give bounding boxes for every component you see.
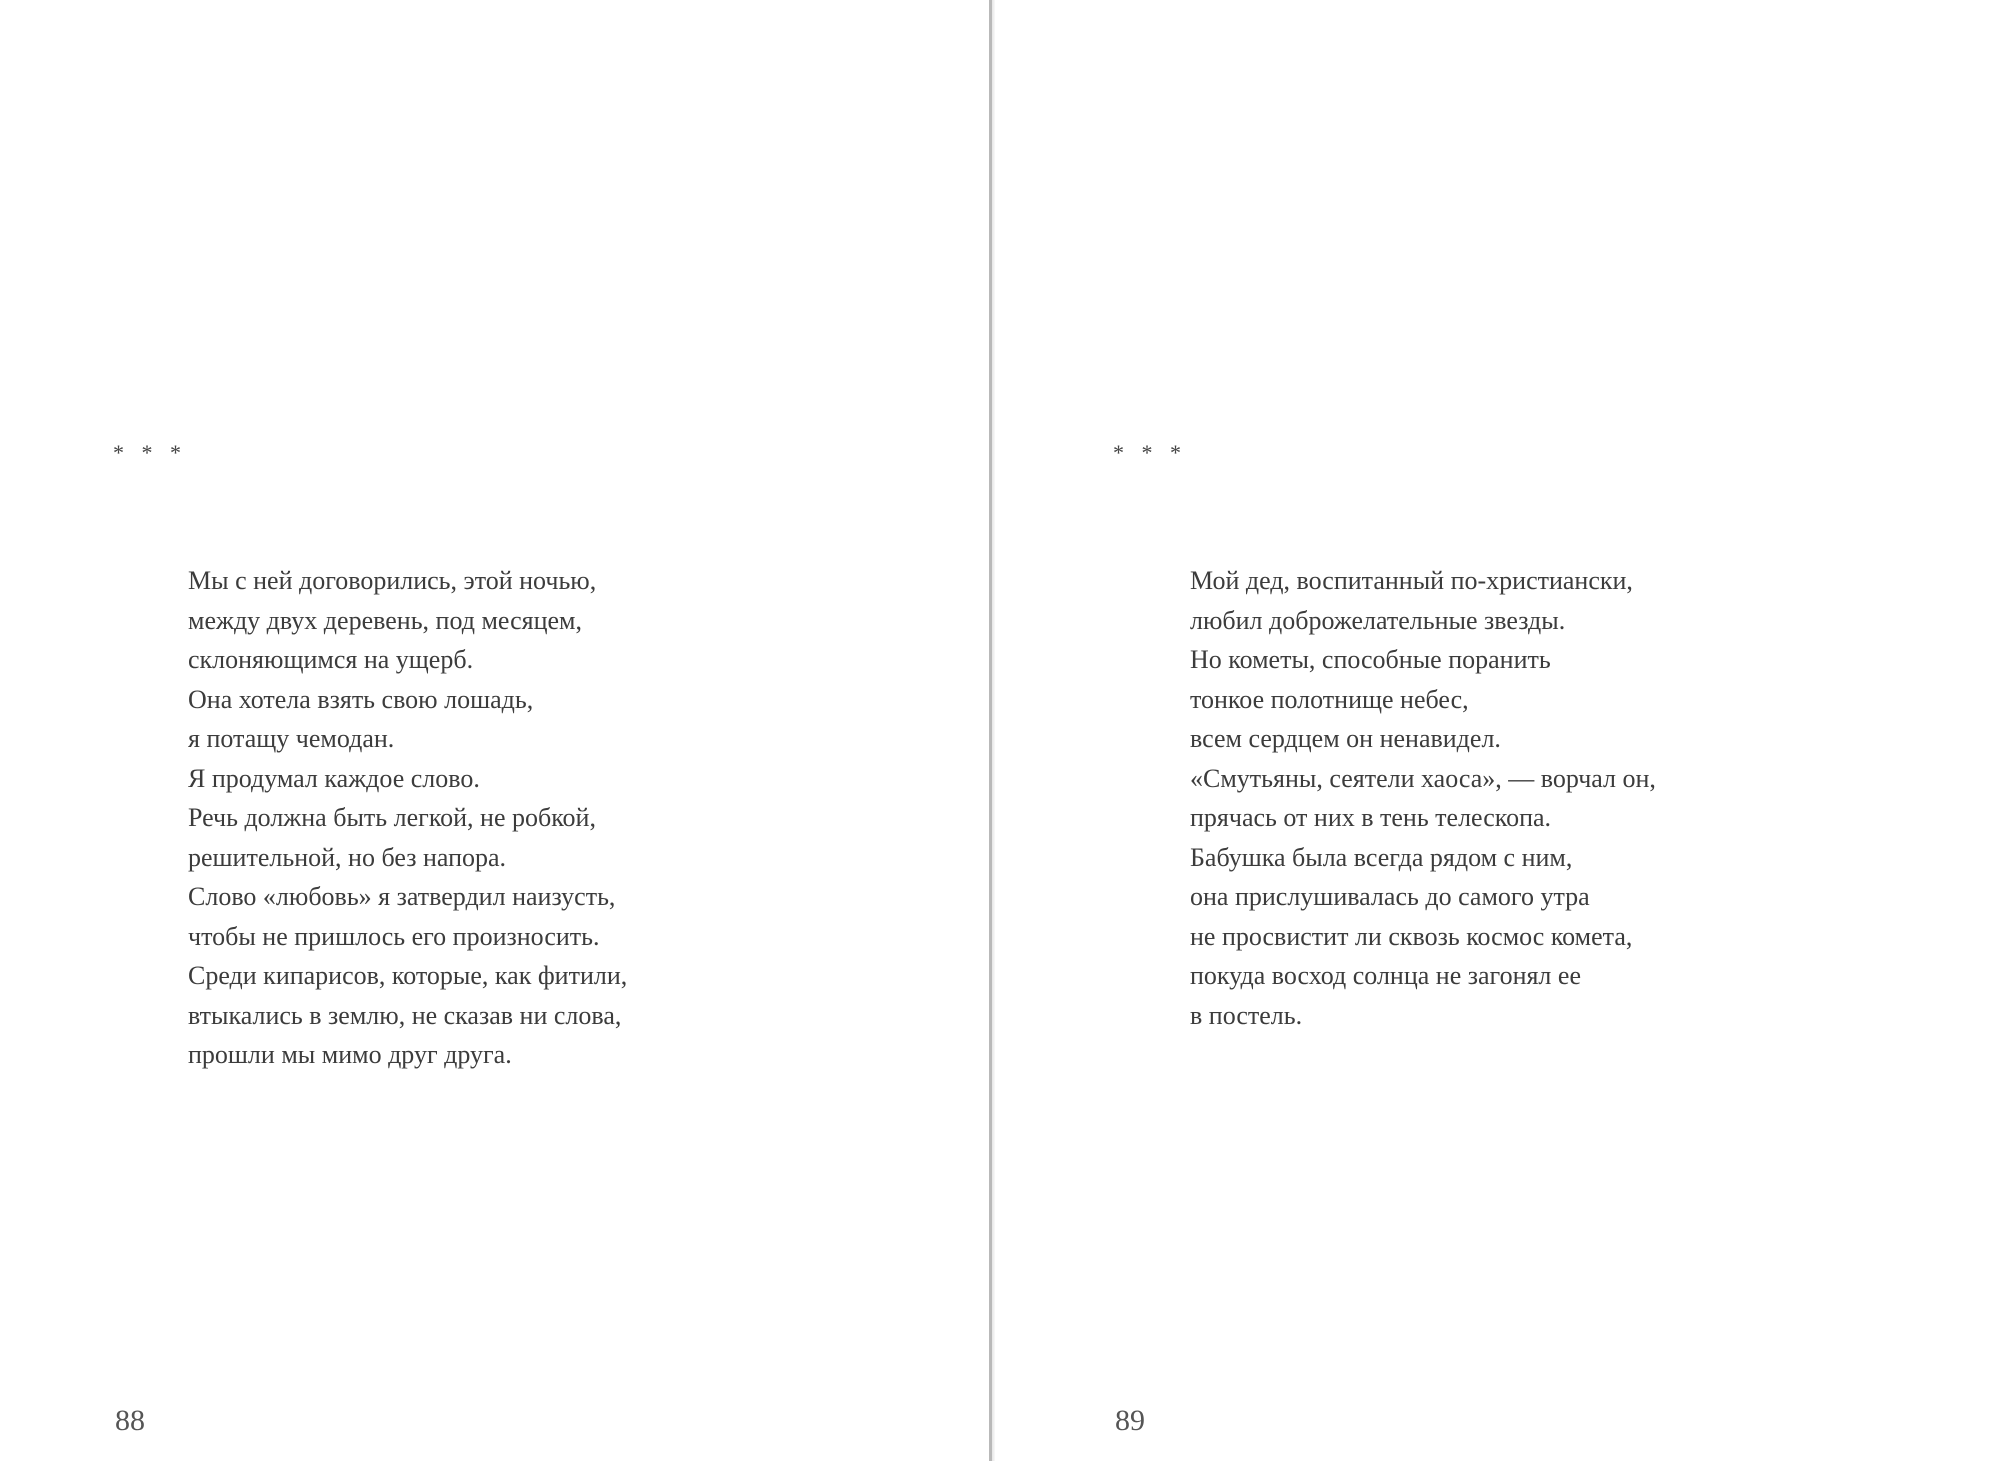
poem-line: тонкое полотнище небес, — [1190, 684, 1469, 714]
right-page — [995, 0, 2000, 1461]
poem-line: прошли мы мимо друг друга. — [188, 1040, 512, 1069]
poem-line: Речь должна быть легкой, не робкой, — [188, 803, 596, 832]
section-separator: * * * — [1113, 440, 1187, 465]
poem-line: покуда восход солнца не загонял ее — [1190, 961, 1581, 990]
poem-line: в постель. — [1190, 1000, 1303, 1030]
poem-line: Мы с ней договорились, этой ночью, — [188, 566, 597, 595]
poem-line: склоняющимся на ущерб. — [188, 645, 474, 674]
poem-line: решительной, но без напора. — [188, 842, 507, 872]
poem-line: Бабушка была всегда рядом с ним, — [1190, 842, 1573, 872]
poem-text — [1190, 561, 1656, 1035]
poem-line: Она хотела взять свою лошадь, — [188, 684, 534, 714]
poem-line: любил доброжелательные звезды. — [1190, 605, 1566, 635]
poem-line: Я продумал каждое слово. — [188, 763, 480, 793]
poem-line: Слово «любовь» я затвердил наизусть, — [188, 882, 616, 911]
poem-line: между двух деревень, под месяцем, — [188, 605, 582, 635]
section-separator: * * * — [113, 440, 187, 465]
poem-line: Мой дед, воспитанный по-христиански, — [1190, 566, 1633, 595]
left-page — [0, 0, 990, 1461]
poem-line: чтобы не пришлось его произносить. — [188, 921, 600, 951]
poem-line: втыкались в землю, не сказав ни слова, — [188, 1000, 622, 1030]
poem-line: «Смутьяны, сеятели хаоса», — ворчал он, — [1190, 763, 1656, 793]
poem-line: я потащу чемодан. — [188, 724, 395, 753]
poem-line: Среди кипарисов, которые, как фитили, — [188, 961, 628, 990]
poem-line: не просвистит ли сквозь космос комета, — [1190, 921, 1633, 951]
poem-line: прячась от них в тень телескопа. — [1190, 803, 1552, 832]
poem-line: Но кометы, способные поранить — [1190, 645, 1551, 674]
page-number: 89 — [1115, 1404, 1145, 1437]
page-number: 88 — [115, 1404, 145, 1437]
poem-line: она прислушивалась до самого утра — [1190, 882, 1590, 911]
poem-line: всем сердцем он ненавидел. — [1190, 724, 1501, 753]
poem-text — [188, 561, 627, 1075]
